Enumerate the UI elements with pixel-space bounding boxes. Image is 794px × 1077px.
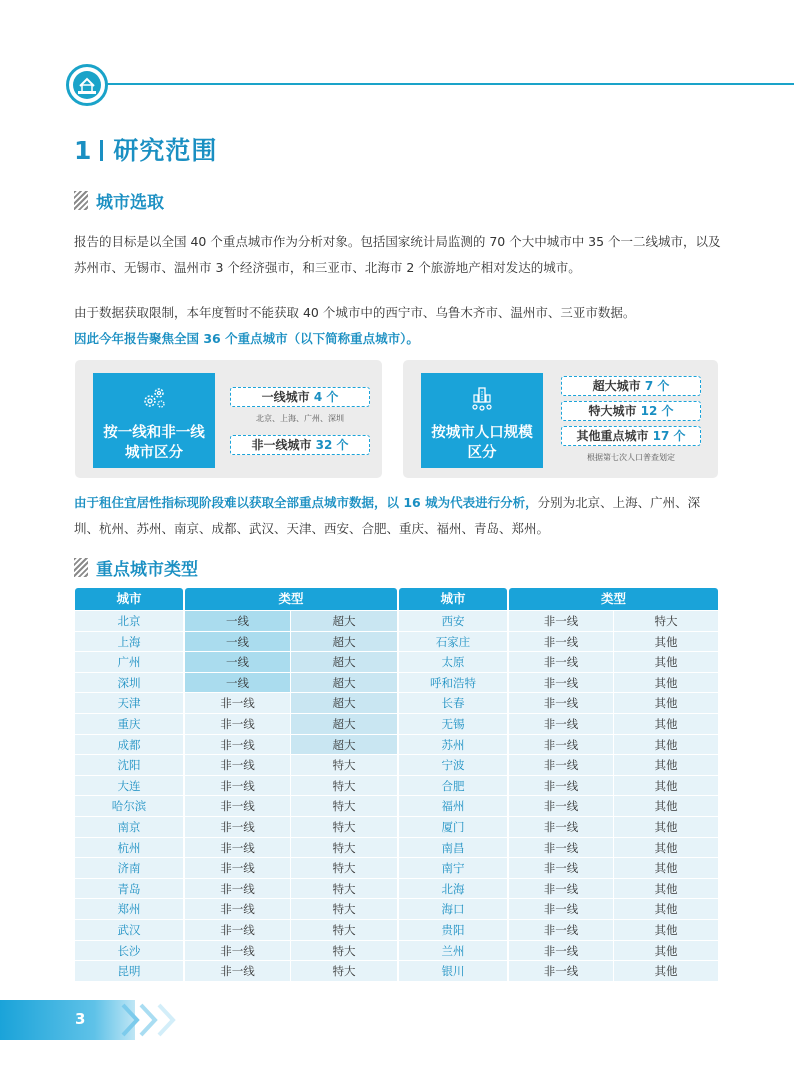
tier-type: 非一线 (509, 961, 613, 982)
city-name: 大连 (75, 776, 183, 797)
table-row (75, 755, 718, 776)
city-name: 上海 (75, 632, 183, 653)
city-name: 武汉 (75, 920, 183, 941)
subheading-text: 城市选取 (96, 193, 164, 213)
other-label: 其他重点城市 (576, 429, 649, 443)
size-type: 超大 (291, 611, 397, 632)
city-name: 杭州 (75, 838, 183, 859)
size-type: 特大 (291, 961, 397, 982)
tier-classification-panel (75, 360, 382, 478)
size-type: 其他 (614, 755, 718, 776)
city-name: 成都 (75, 735, 183, 756)
size-type: 特大 (291, 899, 397, 920)
tier-type: 非一线 (509, 796, 613, 817)
city-name: 广州 (75, 652, 183, 673)
size-type: 其他 (614, 652, 718, 673)
city-name: 西安 (399, 611, 507, 632)
city-name: 宁波 (399, 755, 507, 776)
chevron-right-icon (156, 1003, 176, 1037)
size-type: 其他 (614, 632, 718, 653)
table-row (75, 941, 718, 962)
table-row (75, 879, 718, 900)
tier-type: 非一线 (185, 838, 290, 859)
tier2-pill (230, 435, 370, 455)
tier-type: 非一线 (185, 776, 290, 797)
city-name: 南宁 (399, 858, 507, 879)
tier-type: 非一线 (509, 899, 613, 920)
size-type: 超大 (291, 652, 397, 673)
size-type: 其他 (614, 838, 718, 859)
table-row (75, 693, 718, 714)
size-type: 其他 (614, 817, 718, 838)
size-type: 特大 (291, 796, 397, 817)
paragraph-sample (74, 490, 724, 542)
logo (66, 64, 108, 106)
city-name: 哈尔滨 (75, 796, 183, 817)
tier-type: 一线 (185, 611, 290, 632)
tier-type: 非一线 (509, 941, 613, 962)
hatch-icon (74, 191, 88, 210)
size-type: 特大 (291, 776, 397, 797)
other-city-pill (561, 426, 701, 446)
tier-type: 非一线 (185, 941, 290, 962)
table-row (75, 838, 718, 859)
tier-type: 非一线 (509, 755, 613, 776)
sample-cities: 分别为北京、上海、广州、深圳、杭州、苏州、南京、成都、武汉、天津、西安、合肥、重庆、福州、青岛、郑州。 (74, 495, 701, 536)
page-number: 3 (75, 1010, 86, 1028)
table-row (75, 714, 718, 735)
population-classification-panel (403, 360, 718, 478)
size-type: 特大 (614, 611, 718, 632)
size-type: 其他 (614, 693, 718, 714)
tier-type: 非一线 (185, 714, 290, 735)
city-name: 济南 (75, 858, 183, 879)
table-row (75, 735, 718, 756)
city-name: 郑州 (75, 899, 183, 920)
city-name: 石家庄 (399, 632, 507, 653)
gears-icon (139, 383, 169, 413)
size-type: 超大 (291, 673, 397, 694)
tier-box-title-1: 按一线和非一线 (103, 425, 205, 441)
population-box-title-2: 区分 (467, 445, 497, 461)
table-row (75, 817, 718, 838)
tier-type: 非一线 (185, 735, 290, 756)
city-name: 兰州 (399, 941, 507, 962)
tier-type: 非一线 (509, 776, 613, 797)
size-type: 其他 (614, 879, 718, 900)
city-name: 南京 (75, 817, 183, 838)
city-name: 长沙 (75, 941, 183, 962)
tier1-pill (230, 387, 370, 407)
city-name: 太原 (399, 652, 507, 673)
subheading-city-types (74, 555, 198, 580)
footer-band (0, 1000, 135, 1040)
census-note: 根据第七次人口普查划定 (587, 453, 675, 462)
tier1-cities: 北京、上海、广州、深圳 (256, 414, 344, 423)
tier-type: 一线 (185, 632, 290, 653)
super-count: 7 个 (644, 379, 670, 393)
paragraph-goal: 报告的目标是以全国 40 个重点城市作为分析对象。包括国家统计局监测的 70 个大中城市中 35 个一二线城市，以及苏州市、无锡市、温州市 3 个经济强市，和三亚市、北海市 2 个旅游地产相对发达的城市。 (74, 234, 721, 275)
house-icon (73, 71, 101, 99)
population-box (421, 373, 543, 468)
size-type: 超大 (291, 735, 397, 756)
header-type-right: 类型 (509, 588, 718, 610)
tier1-count: 4 个 (313, 390, 339, 404)
table-row (75, 776, 718, 797)
size-type: 超大 (291, 632, 397, 653)
special-city-pill (561, 401, 701, 421)
city-name: 苏州 (399, 735, 507, 756)
chevron-right-icon (138, 1003, 158, 1037)
size-type: 超大 (291, 714, 397, 735)
section-title-text: 研究范围 (113, 136, 218, 165)
table-row (75, 920, 718, 941)
tier-type: 非一线 (185, 920, 290, 941)
header-city-left: 城市 (75, 588, 183, 610)
other-count: 17 个 (652, 429, 686, 443)
tier-type: 非一线 (509, 920, 613, 941)
size-type: 特大 (291, 858, 397, 879)
tier-type: 非一线 (509, 858, 613, 879)
tier-type: 非一线 (185, 961, 290, 982)
tier-type: 一线 (185, 673, 290, 694)
title-divider (100, 140, 103, 161)
special-label: 特大城市 (588, 404, 637, 418)
table-row (75, 652, 718, 673)
tier-type: 非一线 (185, 693, 290, 714)
city-name: 南昌 (399, 838, 507, 859)
paragraph-limits (74, 300, 724, 352)
tier-type: 非一线 (185, 796, 290, 817)
super-city-pill (561, 376, 701, 396)
tier1-label: 一线城市 (261, 390, 310, 404)
size-type: 其他 (614, 796, 718, 817)
city-name: 厦门 (399, 817, 507, 838)
city-name: 合肥 (399, 776, 507, 797)
size-type: 其他 (614, 899, 718, 920)
size-type: 特大 (291, 879, 397, 900)
tier-type: 一线 (185, 652, 290, 673)
tier2-label: 非一线城市 (251, 438, 312, 452)
size-type: 其他 (614, 961, 718, 982)
subheading-text: 重点城市类型 (96, 560, 198, 580)
city-name: 天津 (75, 693, 183, 714)
tier-type: 非一线 (509, 673, 613, 694)
city-name: 北京 (75, 611, 183, 632)
size-type: 超大 (291, 693, 397, 714)
size-type: 特大 (291, 755, 397, 776)
table-row (75, 961, 718, 982)
city-name: 无锡 (399, 714, 507, 735)
header-city-right: 城市 (399, 588, 507, 610)
tier-type: 非一线 (185, 858, 290, 879)
city-name: 沈阳 (75, 755, 183, 776)
size-type: 其他 (614, 776, 718, 797)
header-rule (100, 83, 794, 85)
tier-type: 非一线 (509, 632, 613, 653)
city-name: 长春 (399, 693, 507, 714)
tier-type: 非一线 (509, 735, 613, 756)
super-label: 超大城市 (592, 379, 641, 393)
header-type-left: 类型 (185, 588, 397, 610)
subheading-city-selection (74, 188, 164, 213)
tier-type: 非一线 (509, 879, 613, 900)
city-name: 昆明 (75, 961, 183, 982)
size-type: 其他 (614, 673, 718, 694)
chevron-right-icon (120, 1003, 140, 1037)
limits-text: 由于数据获取限制，本年度暂时不能获取 40 个城市中的西宁市、乌鲁木齐市、温州市、三亚市数据。 (74, 305, 636, 320)
size-type: 其他 (614, 858, 718, 879)
city-name: 重庆 (75, 714, 183, 735)
page-title (74, 131, 217, 167)
city-buildings-icon (467, 383, 497, 413)
table-row (75, 858, 718, 879)
city-name: 贵阳 (399, 920, 507, 941)
table-row (75, 673, 718, 694)
tier-type: 非一线 (185, 755, 290, 776)
tier-box (93, 373, 215, 468)
tier-type: 非一线 (509, 714, 613, 735)
tier-type: 非一线 (509, 838, 613, 859)
size-type: 其他 (614, 735, 718, 756)
tier-type: 非一线 (509, 817, 613, 838)
city-name: 海口 (399, 899, 507, 920)
city-name: 福州 (399, 796, 507, 817)
size-type: 其他 (614, 714, 718, 735)
city-name: 青岛 (75, 879, 183, 900)
table-row (75, 899, 718, 920)
size-type: 其他 (614, 920, 718, 941)
size-type: 特大 (291, 838, 397, 859)
tier-box-title-2: 城市区分 (125, 445, 183, 461)
tier-type: 非一线 (185, 879, 290, 900)
section-number: 1 (74, 136, 93, 165)
size-type: 特大 (291, 817, 397, 838)
special-count: 12 个 (640, 404, 674, 418)
hatch-icon (74, 558, 88, 577)
tier-type: 非一线 (185, 899, 290, 920)
size-type: 其他 (614, 941, 718, 962)
sample-emphasis: 由于租住宜居性指标现阶段难以获取全部重点城市数据，以 16 城为代表进行分析， (74, 495, 538, 510)
tier-type: 非一线 (185, 817, 290, 838)
size-type: 特大 (291, 920, 397, 941)
tier-type: 非一线 (509, 693, 613, 714)
city-name: 深圳 (75, 673, 183, 694)
city-type-table (75, 611, 718, 982)
size-type: 特大 (291, 941, 397, 962)
tier-type: 非一线 (509, 611, 613, 632)
table-row (75, 632, 718, 653)
table-row (75, 796, 718, 817)
tier2-count: 32 个 (315, 438, 349, 452)
table-row (75, 611, 718, 632)
city-name: 北海 (399, 879, 507, 900)
tier-type: 非一线 (509, 652, 613, 673)
focus-text: 因此今年报告聚焦全国 36 个重点城市（以下简称重点城市）。 (74, 331, 419, 346)
city-name: 银川 (399, 961, 507, 982)
population-box-title-1: 按城市人口规模 (431, 425, 533, 441)
city-name: 呼和浩特 (399, 673, 507, 694)
